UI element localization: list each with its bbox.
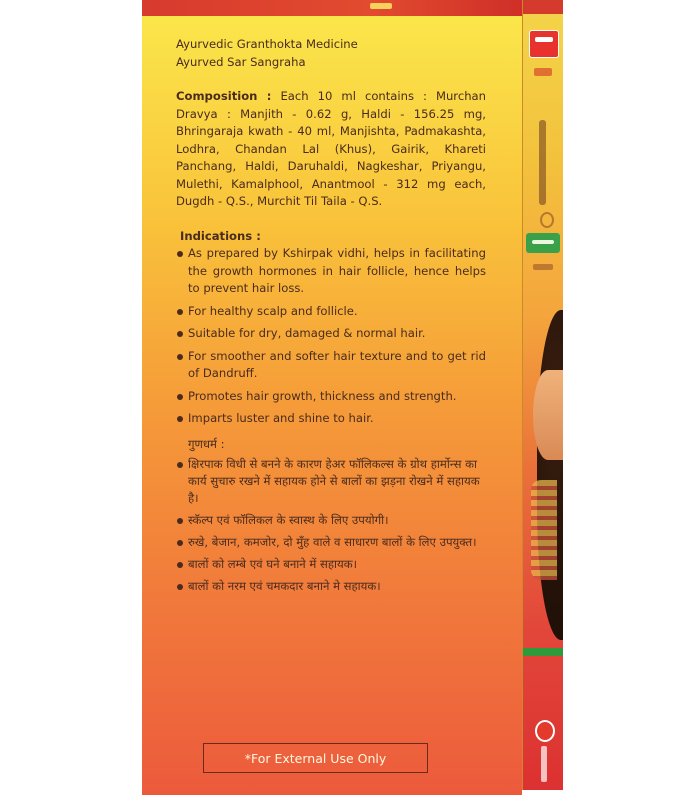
green-label-icon <box>526 233 560 253</box>
model-face-image <box>533 370 563 460</box>
external-use-text: *For External Use Only <box>244 750 387 766</box>
list-item: For healthy scalp and follicle. <box>176 303 486 321</box>
list-item: बालों को लम्बे एवं घने बनाने में सहायक। <box>176 556 486 573</box>
header-line-2: Ayurved Sar Sangraha <box>176 54 306 69</box>
gundharm-title: गुणधर्म : <box>188 436 225 451</box>
model-hair-image <box>537 310 563 640</box>
product-box-side-panel <box>522 0 563 790</box>
list-item: As prepared by Kshirpak vidhi, helps in facilitating the growth hormones in hair follicle, hence helps to prevent hair loss. <box>176 245 486 298</box>
seal-icon <box>535 720 555 742</box>
list-item: Promotes hair growth, thickness and strength. <box>176 388 486 406</box>
list-item: स्कॅल्प एवं फॉलिकल के स्वास्थ के लिए उपयोगी। <box>176 512 486 529</box>
composition-block <box>176 88 486 211</box>
model-jewellery-image <box>531 480 557 580</box>
list-item: Suitable for dry, damaged & normal hair. <box>176 325 486 343</box>
box-top-band <box>142 0 522 16</box>
composition-label: Composition : <box>176 89 272 103</box>
external-use-box <box>203 743 428 773</box>
list-item: Imparts luster and shine to hair. <box>176 410 486 428</box>
brand-logo-icon <box>529 30 559 58</box>
brand-sub-mark <box>534 68 552 76</box>
label-text-content <box>176 36 486 600</box>
list-item: For smoother and softer hair texture and to get rid of Dandruff. <box>176 348 486 383</box>
header-line-1: Ayurvedic Granthokta Medicine <box>176 37 358 51</box>
gundharm-list <box>176 456 486 595</box>
list-item: रुखे, बेजान, कमजोर, दो मुँह वाले व साधारण बालों के लिए उपयुक्त। <box>176 534 486 551</box>
list-item: बालों को नरम एवं चमकदार बनाने मे सहायक। <box>176 578 486 595</box>
header-block <box>176 36 486 71</box>
list-item: क्षिरपाक विधी से बनने के कारण हेअर फॉलिकल्स के ग्रोथ हार्मोन्स का कार्य सुचारु रखने में सहायक होने से बालों का झड़ना रोखने में सहायक है। <box>176 456 486 507</box>
product-name-graphic <box>539 120 546 205</box>
composition-text: Each 10 ml contains : Murchan Dravya : Manjith - 0.62 g, Haldi - 156.25 mg, Bhringaraja kwath - 40 ml, Manjishta, Padmakashta, Lodhra, Chandan Lal (Khus), Gairik, Khareti Panchang, Haldi, Daruhaldi, Nagkeshar, Priyangu, Mulethi, Kamalphool, Anantmool - 312 mg each, Dugdh - Q.S., Murchit Til Taila - Q.S. <box>176 89 486 208</box>
indications-list <box>176 245 486 428</box>
indications-title: Indications : <box>180 228 261 243</box>
